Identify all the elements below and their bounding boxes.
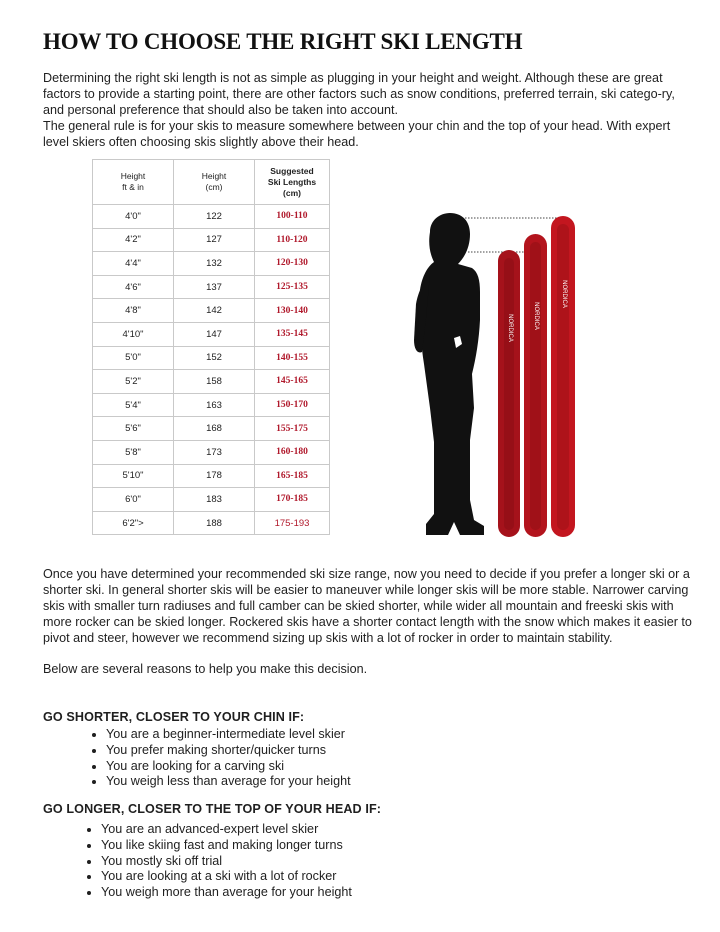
ski-medium-icon (524, 234, 547, 537)
cell-height-cm: 173 (174, 440, 255, 464)
cell-height-ft: 5'4" (93, 393, 174, 417)
list-item: • You mostly ski off trial (101, 854, 352, 870)
cell-height-ft: 5'6" (93, 417, 174, 441)
cell-height-cm: 132 (174, 252, 255, 276)
body-text (43, 566, 693, 692)
cell-height-ft: 4'0" (93, 205, 174, 229)
cell-height-ft: 5'2" (93, 370, 174, 394)
cell-height-cm: 147 (174, 322, 255, 346)
cell-height-cm: 122 (174, 205, 255, 229)
longer-heading: GO LONGER, CLOSER TO THE TOP OF YOUR HEAD IF: (43, 802, 382, 816)
svg-text:NORDICA: NORDICA (561, 280, 567, 308)
cell-ski-length: 155-175 (255, 417, 330, 441)
header-height-cm (174, 160, 255, 205)
body-paragraph-1: Once you have determined your recommended ski size range, now you need to decide if you prefer a longer ski or a shorter ski. In general shorter skis will be easier to maneuver while longer skis will be more stable. Narrower carving skis with smaller turn radiuses and full camber can be skied shorter, while wider all mountain and freeski skis with more rocker can be skied longer. Rockered skis have a shorter contact length with the snow which makes it easier to pivot and steer, however we recommend sizing up skis with a lot of rocker in order to maintain stability. (43, 567, 692, 645)
cell-height-ft: 5'10" (93, 464, 174, 488)
svg-text:NORDICA: NORDICA (533, 302, 539, 330)
ski-short-icon (498, 250, 520, 537)
table-row (93, 370, 330, 394)
header-height-cm-line-1: Height (201, 171, 227, 181)
list-item: • You are a beginner-intermediate level skier (106, 727, 351, 743)
header-ski-line-2: Ski Lengths (267, 176, 317, 187)
cell-ski-length: 135-145 (255, 322, 330, 346)
table-row (93, 464, 330, 488)
header-height-ft-line-2: ft & in (122, 182, 144, 192)
list-item: • You are looking for a carving ski (106, 759, 351, 775)
header-height-ft (93, 160, 174, 205)
list-item: • You are looking at a ski with a lot of rocker (101, 869, 352, 885)
shorter-list (88, 727, 351, 790)
longer-list (83, 822, 352, 901)
table-row (93, 440, 330, 464)
intro-text (43, 70, 691, 150)
table-row (93, 346, 330, 370)
cell-ski-length: 125-135 (255, 275, 330, 299)
cell-height-cm: 152 (174, 346, 255, 370)
table-row (93, 299, 330, 323)
cell-height-cm: 137 (174, 275, 255, 299)
list-item: • You weigh more than average for your height (101, 885, 352, 901)
cell-height-cm: 188 (174, 511, 255, 535)
shorter-heading: GO SHORTER, CLOSER TO YOUR CHIN IF: (43, 710, 305, 724)
cell-height-cm: 142 (174, 299, 255, 323)
skier-with-skis-illustration (404, 208, 594, 543)
header-height-cm-line-2: (cm) (205, 182, 223, 192)
body-paragraph-2: Below are several reasons to help you make this decision. (43, 662, 368, 676)
cell-ski-length: 160-180 (255, 440, 330, 464)
table-header-row (93, 160, 330, 205)
cell-height-ft: 4'6" (93, 275, 174, 299)
header-height-ft-line-1: Height (120, 171, 146, 181)
cell-height-cm: 183 (174, 488, 255, 512)
cell-ski-length: 170-185 (255, 488, 330, 512)
table-row (93, 275, 330, 299)
table-row (93, 488, 330, 512)
cell-ski-length: 150-170 (255, 393, 330, 417)
cell-ski-length: 145-165 (255, 370, 330, 394)
cell-height-cm: 127 (174, 228, 255, 252)
cell-height-cm: 163 (174, 393, 255, 417)
cell-height-ft: 6'0" (93, 488, 174, 512)
list-item: • You prefer making shorter/quicker turns (106, 743, 351, 759)
table-row (93, 417, 330, 441)
table-row (93, 511, 330, 535)
cell-ski-length: 100-110 (255, 205, 330, 229)
cell-height-ft: 5'0" (93, 346, 174, 370)
cell-ski-length: 175-193 (255, 511, 330, 535)
svg-text:NORDICA: NORDICA (507, 314, 513, 342)
page-title: HOW TO CHOOSE THE RIGHT SKI LENGTH (43, 29, 523, 54)
table-row (93, 205, 330, 229)
cell-ski-length: 120-130 (255, 252, 330, 276)
cell-height-ft: 6'2"> (93, 511, 174, 535)
cell-ski-length: 140-155 (255, 346, 330, 370)
cell-height-ft: 4'2" (93, 228, 174, 252)
header-ski-length (255, 160, 330, 205)
cell-ski-length: 165-185 (255, 464, 330, 488)
cell-height-cm: 168 (174, 417, 255, 441)
ski-size-table (92, 159, 330, 535)
cell-height-ft: 4'8" (93, 299, 174, 323)
list-item: • You like skiing fast and making longer turns (101, 838, 352, 854)
cell-height-cm: 178 (174, 464, 255, 488)
cell-ski-length: 110-120 (255, 228, 330, 252)
header-ski-line-1: Suggested (270, 165, 314, 176)
intro-paragraph-2: The general rule is for your skis to measure somewhere between your chin and the top of your head. With expert level skiers often choosing skis slightly above their head. (43, 119, 671, 149)
table-row (93, 393, 330, 417)
cell-height-ft: 5'8" (93, 440, 174, 464)
cell-ski-length: 130-140 (255, 299, 330, 323)
table-row (93, 322, 330, 346)
table-row (93, 252, 330, 276)
table-row (93, 228, 330, 252)
skier-silhouette-icon (414, 213, 484, 535)
cell-height-ft: 4'4" (93, 252, 174, 276)
cell-height-ft: 4'10" (93, 322, 174, 346)
cell-height-cm: 158 (174, 370, 255, 394)
intro-paragraph-1: Determining the right ski length is not as simple as plugging in your height and weight. Although these are great factors to provide a starting point, there are other factors such as snow conditions, preferred terrain, ski catego-ry, and personal preference that should also be taken into account. (43, 71, 675, 117)
list-item: • You weigh less than average for your height (106, 774, 351, 790)
ski-long-icon (551, 216, 575, 537)
header-ski-line-3: (cm) (283, 187, 301, 198)
list-item: • You are an advanced-expert level skier (101, 822, 352, 838)
